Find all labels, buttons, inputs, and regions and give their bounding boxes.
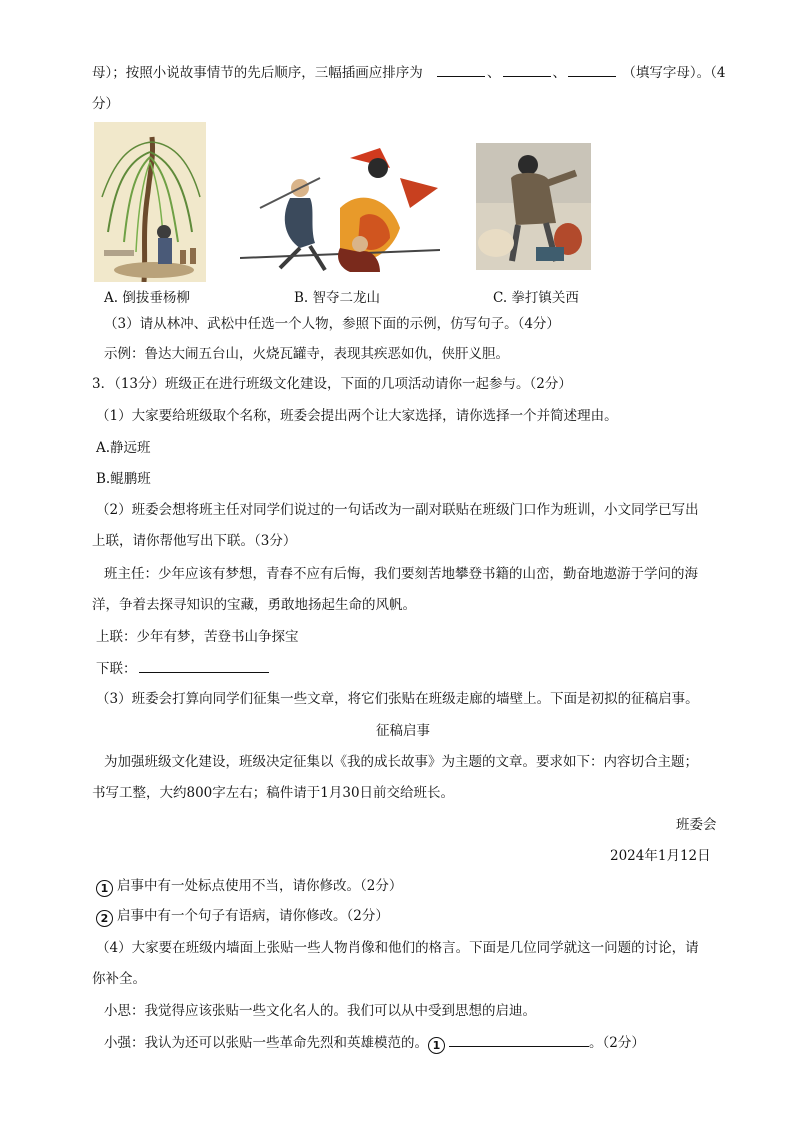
- notice-date: 2024年1月12日: [610, 848, 711, 864]
- q2-order-points: 分）: [92, 96, 119, 112]
- lower-couplet-label: 下联：: [96, 661, 137, 677]
- q3-part1: （1）大家要给班级取个名称，班委会提出两个让大家选择，请你选择一个并简述理由。: [96, 408, 618, 424]
- fight-illustration: [240, 148, 440, 272]
- teacher-quote-line1: 班主任：少年应该有梦想，青春不应有后悔，我们要刻苦地攀登书籍的山峦，勤奋地遨游于学问的海: [104, 566, 698, 582]
- punch-illustration: [476, 143, 591, 270]
- xiaoqiang-statement: [104, 1032, 645, 1054]
- q3-part4-line1: （4）大家要在班级内墙面上张贴一些人物肖像和他们的格言。下面是几位同学就这一问题的讨论，请: [96, 940, 699, 956]
- separator: 、: [552, 65, 567, 81]
- notice-body-line2: 书写工整，大约800字左右；稿件请于1月30日前交给班长。: [92, 785, 455, 801]
- separator: 、: [487, 65, 501, 81]
- teacher-quote-line2: 洋，争着去探寻知识的宝藏，勇敢地扬起生命的风帆。: [92, 597, 416, 613]
- figure-c-image: [476, 143, 591, 270]
- q2-order-line: [92, 62, 725, 83]
- notice-body-line1: 为加强班级文化建设，班级决定征集以《我的成长故事》为主题的文章。要求如下：内容切合主题；: [104, 754, 698, 770]
- figure-c-caption: C. 拳打镇关西: [493, 290, 579, 306]
- xiaosi-statement: 小思：我觉得应该张贴一些文化名人的。我们可以从中受到思想的启迪。: [104, 1003, 536, 1019]
- subquestion-2-text: 启事中有一个句子有语病，请你修改。（2分）: [117, 908, 389, 924]
- q2-3-example: 示例：鲁达大闹五台山，火烧瓦罐寺，表现其疾恶如仇，侠肝义胆。: [104, 346, 509, 362]
- order-blank-1[interactable]: [437, 62, 485, 77]
- q3-header: 3．（13分）班级正在进行班级文化建设，下面的几项活动请你一起参与。（2分）: [92, 376, 572, 392]
- order-blank-3[interactable]: [568, 62, 616, 77]
- q3-part2-line2: 上联，请你帮他写出下联。（3分）: [92, 533, 297, 549]
- xiaoqiang-text: 小强：我认为还可以张贴一些革命先烈和英雄模范的。: [104, 1035, 428, 1051]
- q3-option-b: B.鲲鹏班: [96, 471, 151, 487]
- notice-title: 征稿启事: [376, 723, 430, 739]
- lower-couplet-blank[interactable]: [139, 658, 269, 673]
- upper-couplet: 上联：少年有梦，苦登书山争探宝: [96, 629, 299, 645]
- circled-number-1: 1: [428, 1037, 445, 1054]
- figure-a-image: [94, 122, 206, 282]
- lower-couplet-row: [96, 658, 271, 679]
- subquestion-1: [96, 876, 402, 897]
- q3-part4-line2: 你补全。: [92, 971, 146, 987]
- circled-number-2: 2: [96, 910, 113, 927]
- subquestion-1-text: 启事中有一处标点使用不当，请你修改。（2分）: [117, 878, 403, 894]
- q3-part2-line1: （2）班委会想将班主任对同学们说过的一句话改为一副对联贴在班级门口作为班训，小文同学已写出: [96, 502, 699, 518]
- order-blank-2[interactable]: [503, 62, 551, 77]
- figure-b-caption: B. 智夺二龙山: [294, 290, 381, 306]
- q2-order-text: 母）；按照小说故事情节的先后顺序，三幅插画应排序为: [92, 65, 423, 81]
- subquestion-2: [96, 906, 389, 927]
- figure-a-caption: A. 倒拔垂杨柳: [104, 290, 190, 306]
- q2-3-prompt: （3）请从林冲、武松中任选一个人物，参照下面的示例，仿写句子。（4分）: [104, 316, 560, 332]
- xiaoqiang-answer-blank[interactable]: [449, 1032, 589, 1047]
- xiaoqiang-points: 。（2分）: [589, 1035, 645, 1051]
- circled-number-1: 1: [96, 880, 113, 897]
- willow-illustration: [94, 122, 206, 282]
- notice-signer: 班委会: [676, 817, 717, 833]
- q3-option-a: A.静远班: [96, 440, 151, 456]
- q3-part3: （3）班委会打算向同学们征集一些文章，将它们张贴在班级走廊的墙壁上。下面是初拟的征稿启事。: [96, 691, 699, 707]
- q2-order-suffix: （填写字母）。（4: [622, 65, 726, 81]
- figure-b-image: [240, 148, 440, 272]
